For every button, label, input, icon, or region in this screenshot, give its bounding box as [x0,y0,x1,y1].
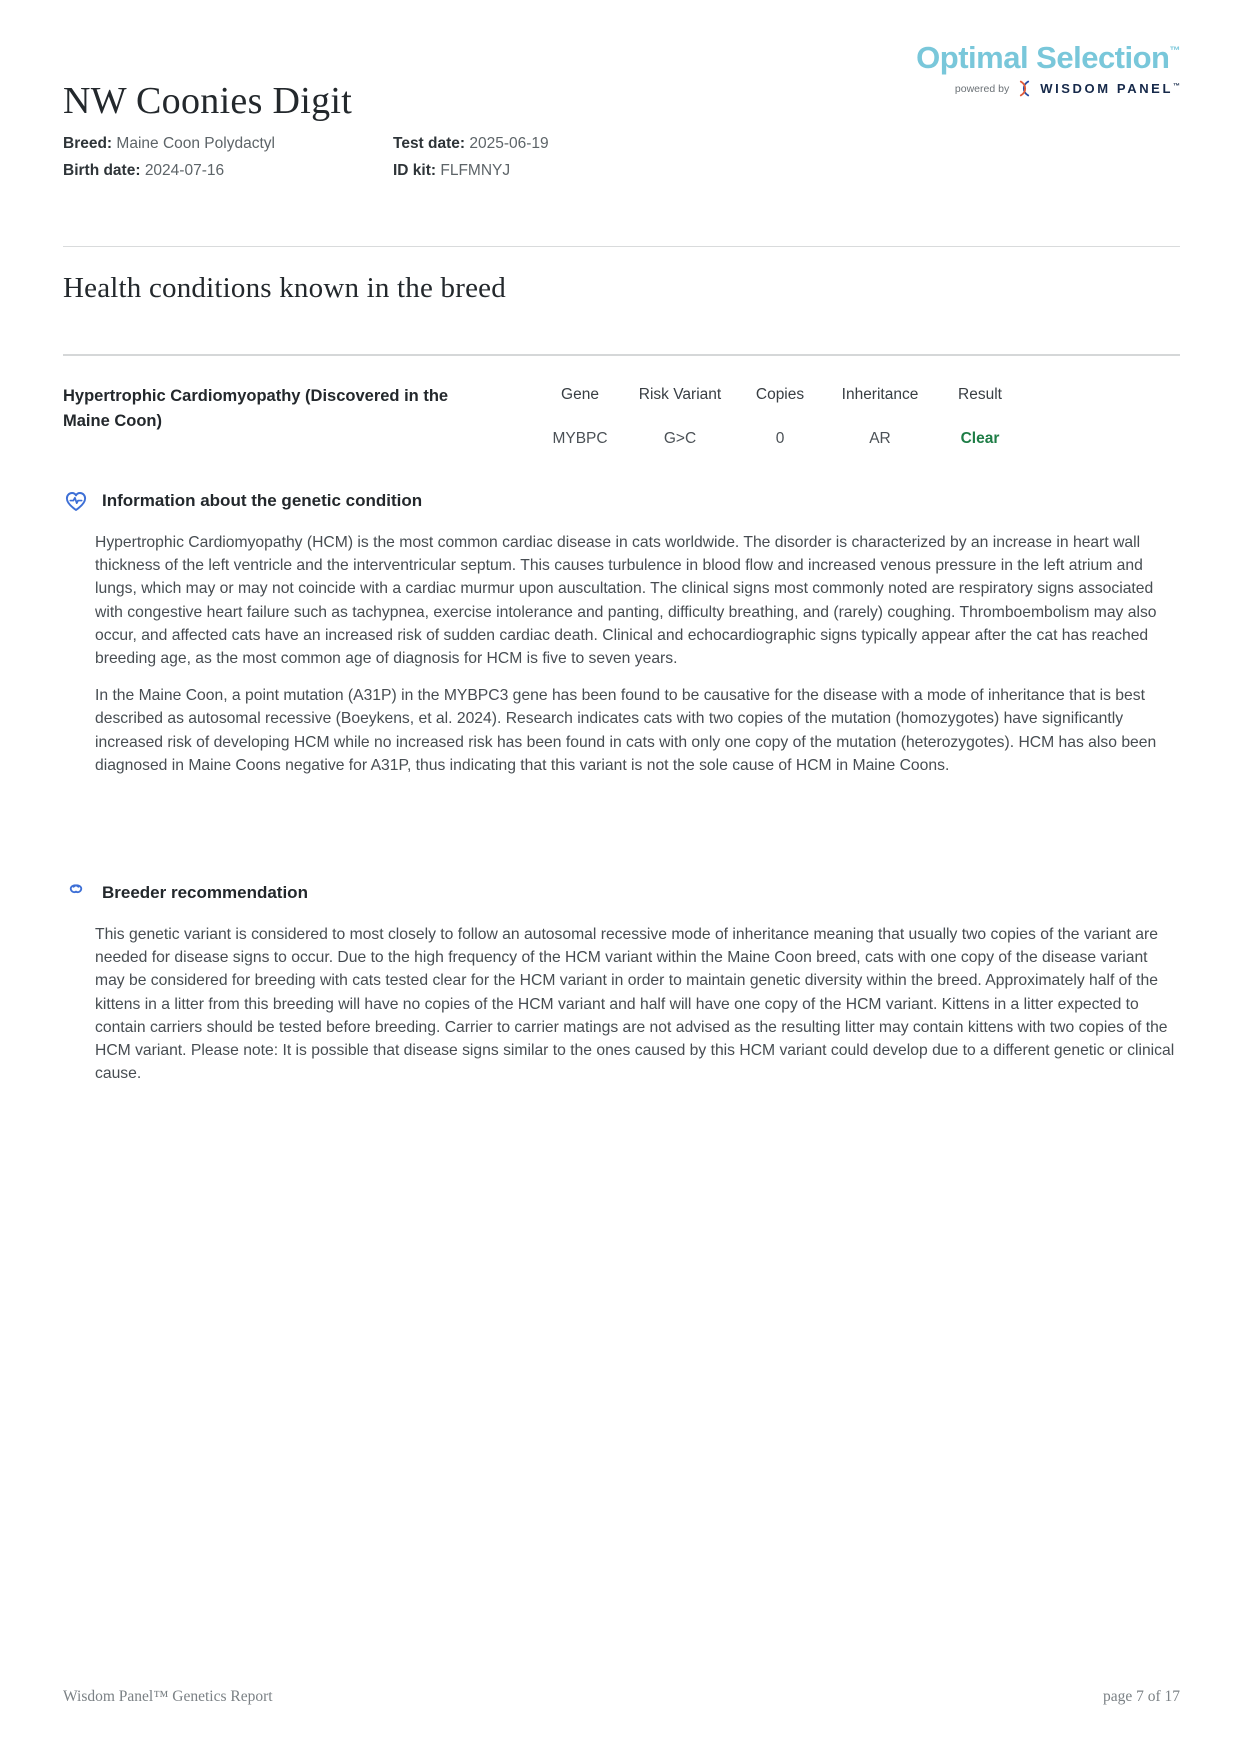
breeder-section-title: Breeder recommendation [102,883,308,902]
pet-meta-info [63,130,549,184]
condition-columns [530,384,1030,449]
birth-date-value: 2024-07-16 [144,162,225,179]
brand-logo [916,42,1180,97]
breed-value: Maine Coon Polydactyl [116,135,275,152]
condition-table [63,354,1180,449]
column-header-risk-variant: Risk Variant [638,386,722,403]
id-kit-value: FLFMNYJ [440,162,511,179]
breeder-paragraph-1: This genetic variant is considered to most closely to follow an autosomal recessive mode of inheritance meaning that usually two copies of the variant are needed for disease signs to occur. Due to the high frequency of the HCM variant within the Maine Coon breed, cats with one copy of the disease variant may be considered for breeding with cats tested clear for the HCM variant in order to maintain genetic diversity within the breed. Approximately half of the kittens in a litter from this breeding will have no copies of the HCM variant and half will have one copy of the HCM variant. Kittens in a litter expected to contain carriers should be tested before breeding. Carrier to carrier matings are not advised as the resulting litter may contain kittens with two copies of the HCM variant. Please note: It is possible that disease signs similar to the ones caused by this HCM variant could develop due to a different genetic or clinical cause. [95,926,1175,1083]
column-header-result: Result [958,386,1002,403]
info-section-body [95,531,1180,777]
birth-date-field [63,157,393,184]
breed-field [63,130,393,157]
breeder-section-body [95,923,1180,1085]
test-date-field [393,130,549,157]
wisdom-panel-logo [1040,81,1180,96]
award-ribbon-icon [63,880,89,906]
cell-inheritance: AR [869,429,891,447]
powered-by-label: powered by [954,82,1010,95]
column-header-gene: Gene [561,386,599,403]
partner-name: WISDOM PANEL [1040,81,1173,96]
test-date-value: 2025-06-19 [469,135,549,152]
id-kit-field [393,157,549,184]
partner-trademark: ™ [1173,83,1180,90]
info-section [63,488,1180,791]
heart-pulse-icon [63,488,89,514]
page-title: NW Coonies Digit [63,80,353,123]
footer-report-name: Wisdom Panel™ Genetics Report [63,1688,273,1705]
breed-label: Breed: [63,135,113,152]
condition-name: Hypertrophic Cardiomyopathy (Discovered in the Maine Coon) [63,387,449,430]
cell-copies: 0 [775,429,785,447]
optimal-selection-logo [916,42,1180,73]
birth-date-label: Birth date: [63,162,141,179]
brand-name: Optimal Selection [916,40,1170,75]
cell-risk-variant: G>C [663,429,697,447]
brand-trademark: ™ [1169,45,1180,57]
test-date-label: Test date: [393,135,466,152]
footer-page-number: page 7 of 17 [1102,1688,1180,1705]
info-section-title: Information about the genetic condition [102,491,423,510]
column-header-copies: Copies [755,386,805,403]
dna-helix-icon [1016,80,1033,97]
header-divider [63,246,1180,247]
cell-result-status: Clear [960,429,1000,447]
cell-gene: MYBPC [552,429,608,447]
column-header-inheritance: Inheritance [841,386,919,403]
id-kit-label: ID kit: [393,162,437,179]
info-paragraph-2: In the Maine Coon, a point mutation (A31P) in the MYBPC3 gene has been found to be causative for the disease with a mode of inheritance that is best described as autosomal recessive (Boeykens, et al. 2024). Research indicates cats with two copies of the mutation (homozygotes) have significantly increased risk of developing HCM while no increased risk has been found in cats with only one copy of the mutation (heterozygotes). HCM has also been diagnosed in Maine Coons negative for A31P, thus indicating that this variant is not the sole cause of HCM in Maine Coons. [95,687,1157,774]
section-heading: Health conditions known in the breed [63,272,506,305]
breeder-section [63,880,1180,1099]
info-paragraph-1: Hypertrophic Cardiomyopathy (HCM) is the most common cardiac disease in cats worldwide. The disorder is characterized by an increase in heart wall thickness of the left ventricle and the interventricular septum. This causes turbulence in blood flow and increased venous pressure in the left atrium and lungs, which may or may not coincide with a cardiac murmur upon auscultation. The clinical signs most commonly noted are respiratory signs associated with congestive heart failure such as tachypnea, exercise intolerance and panting, difficulty breathing, and (rarely) coughing. Thromboembolism may also occur, and affected cats have an increased risk of sudden cardiac death. Clinical and echocardiographic signs typically appear after the cat has reached breeding age, as the most common age of diagnosis for HCM is five to seven years. [95,534,1157,668]
